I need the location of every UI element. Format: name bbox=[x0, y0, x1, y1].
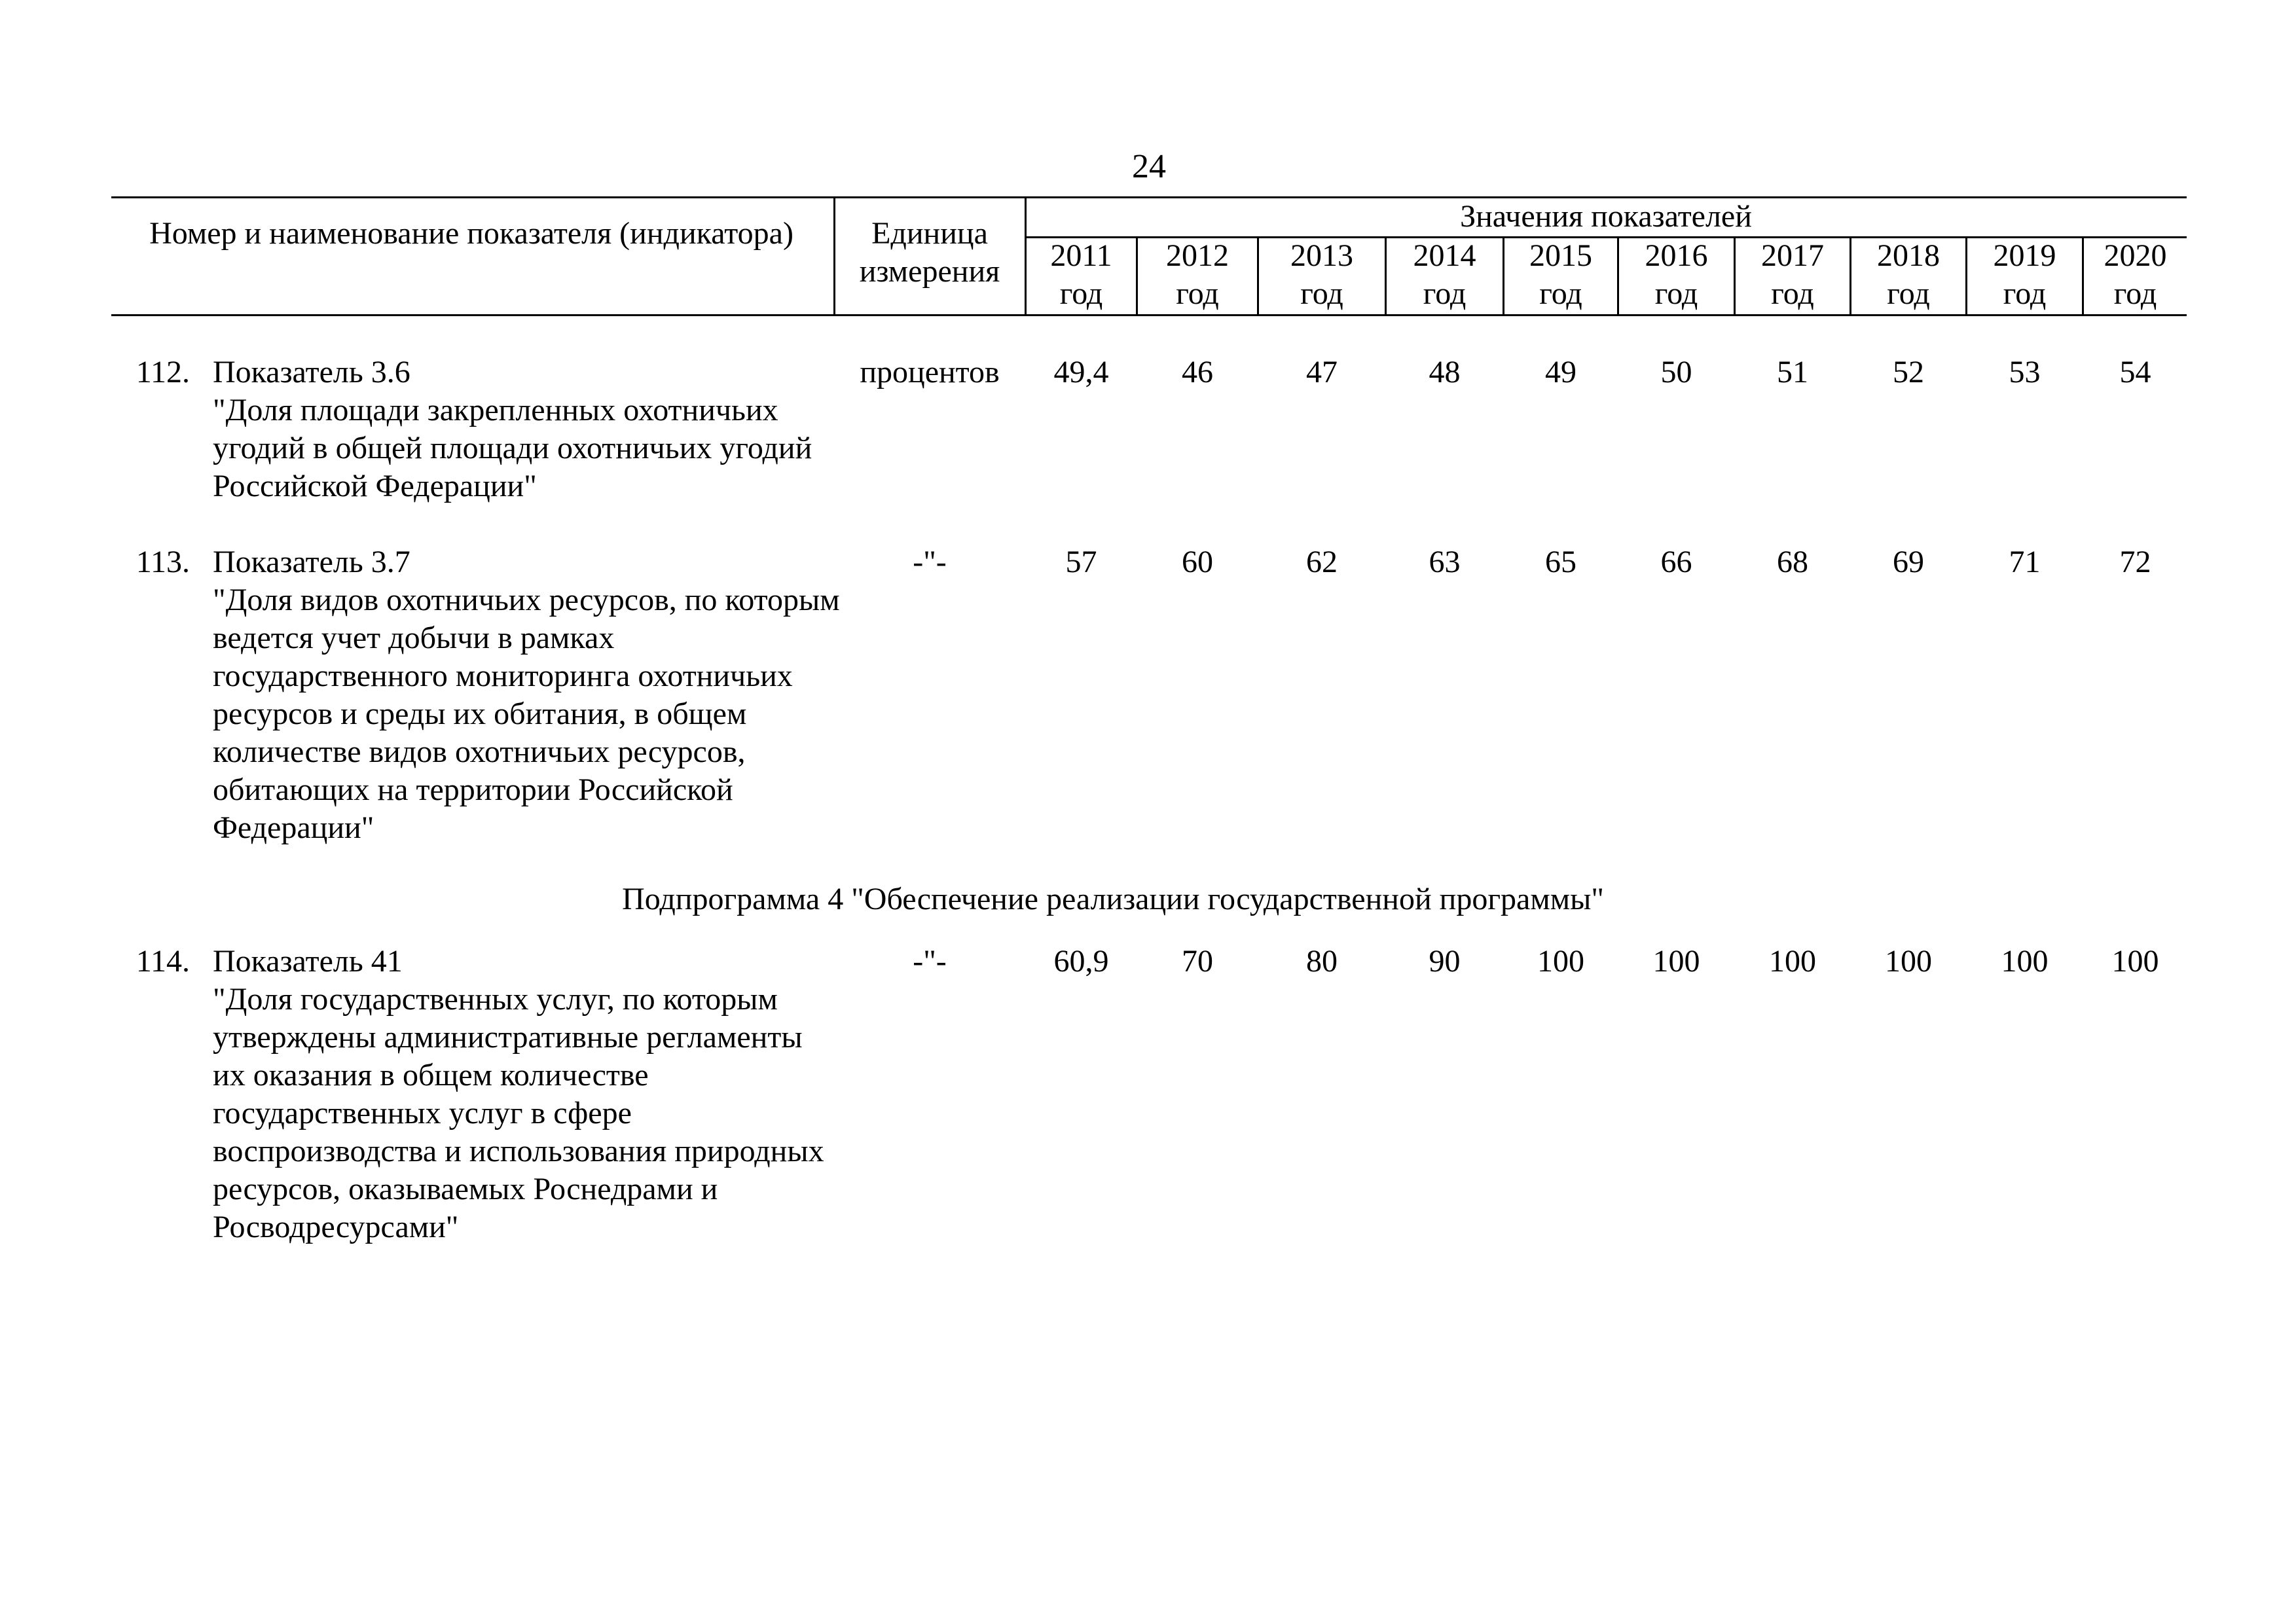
indicator-description bbox=[213, 943, 841, 1246]
header-unit-column: Единица измерения bbox=[859, 216, 1000, 289]
year-header bbox=[1736, 237, 1850, 313]
row-value: 100 bbox=[1769, 944, 1816, 979]
row-value: 49,4 bbox=[1053, 355, 1109, 389]
year-header bbox=[1619, 237, 1734, 313]
row-value: 49 bbox=[1545, 355, 1576, 389]
year-header-suffix: год bbox=[2113, 276, 2157, 311]
row-value: 71 bbox=[2009, 545, 2041, 579]
row-value: 57 bbox=[1065, 545, 1097, 579]
year-header-year: 2011 bbox=[1050, 238, 1112, 273]
indicator-description bbox=[213, 543, 841, 847]
row-value: 46 bbox=[1182, 355, 1213, 389]
year-header-suffix: год bbox=[1059, 276, 1103, 311]
row-value: 90 bbox=[1429, 944, 1461, 979]
year-header-suffix: год bbox=[1887, 276, 1930, 311]
year-header-year: 2020 bbox=[2104, 238, 2167, 273]
row-value: 68 bbox=[1777, 545, 1808, 579]
year-header-year: 2016 bbox=[1645, 238, 1708, 273]
year-header bbox=[1967, 237, 2082, 313]
year-header-suffix: год bbox=[1423, 276, 1467, 311]
indicator-title: Показатель 41 bbox=[213, 944, 403, 979]
indicator-title: Показатель 3.6 bbox=[213, 355, 410, 389]
year-header bbox=[2084, 237, 2187, 313]
row-value: 100 bbox=[1537, 944, 1584, 979]
row-value: 66 bbox=[1660, 545, 1692, 579]
year-header bbox=[1387, 237, 1503, 313]
row-value: 80 bbox=[1306, 944, 1338, 979]
row-value: 65 bbox=[1545, 545, 1576, 579]
indicator-text: "Доля площади закрепленных охотничьих угодий в общей площади охотничьих угодий Российской Федерации" bbox=[213, 393, 812, 503]
year-header bbox=[1851, 237, 1965, 313]
year-header-suffix: год bbox=[2003, 276, 2047, 311]
indicator-title: Показатель 3.7 bbox=[213, 545, 410, 579]
row-value: 50 bbox=[1660, 355, 1692, 389]
year-header bbox=[1504, 237, 1617, 313]
year-header-year: 2014 bbox=[1413, 238, 1476, 273]
row-value: 52 bbox=[1893, 355, 1924, 389]
row-unit: -"- bbox=[913, 944, 947, 979]
row-value: 100 bbox=[1885, 944, 1932, 979]
year-header bbox=[1027, 237, 1136, 313]
indicator-text: "Доля государственных услуг, по которым утверждены административные регламенты их оказания в общем количестве государственных услуг в сфере воспроизводства и использования природных ресурсов, оказываемых Роснедрами и Росводресурсами" bbox=[213, 982, 824, 1244]
row-value: 100 bbox=[1652, 944, 1700, 979]
year-header-suffix: год bbox=[1300, 276, 1343, 311]
year-header-year: 2012 bbox=[1166, 238, 1229, 273]
year-header-suffix: год bbox=[1771, 276, 1814, 311]
year-header-year: 2019 bbox=[1993, 238, 2056, 273]
year-header-year: 2018 bbox=[1877, 238, 1940, 273]
row-value: 60,9 bbox=[1053, 944, 1109, 979]
year-header-suffix: год bbox=[1539, 276, 1582, 311]
year-header-suffix: год bbox=[1654, 276, 1698, 311]
row-value: 70 bbox=[1182, 944, 1213, 979]
row-number: 113. bbox=[136, 545, 190, 579]
year-header-year: 2013 bbox=[1290, 238, 1353, 273]
row-value: 54 bbox=[2119, 355, 2151, 389]
year-header bbox=[1138, 237, 1257, 313]
indicator-text: "Доля видов охотничьих ресурсов, по которым ведется учет добычи в рамках государственного мониторинга охотничьих ресурсов и среды их обитания, в общем количестве видов охотничьих ресурсов, обитающих на территории Российской Федерации" bbox=[213, 583, 840, 845]
row-value: 100 bbox=[2001, 944, 2049, 979]
row-value: 48 bbox=[1429, 355, 1461, 389]
year-header bbox=[1259, 237, 1385, 313]
row-value: 51 bbox=[1777, 355, 1808, 389]
row-number: 112. bbox=[136, 355, 190, 389]
row-value: 60 bbox=[1182, 545, 1213, 579]
row-value: 69 bbox=[1893, 545, 1924, 579]
year-header-year: 2017 bbox=[1761, 238, 1824, 273]
page-number: 24 bbox=[1132, 148, 1166, 185]
indicator-description bbox=[213, 353, 841, 505]
row-number: 114. bbox=[136, 944, 190, 979]
row-value: 100 bbox=[2111, 944, 2159, 979]
year-header-suffix: год bbox=[1176, 276, 1219, 311]
header-values-group: Значения показателей bbox=[1460, 199, 1752, 234]
table-header-bottom-rule bbox=[111, 314, 2187, 316]
header-name-column: Номер и наименование показателя (индикатора) bbox=[149, 216, 793, 251]
row-value: 63 bbox=[1429, 545, 1461, 579]
row-unit: процентов bbox=[860, 355, 1000, 389]
row-value: 47 bbox=[1306, 355, 1338, 389]
row-unit: -"- bbox=[913, 545, 947, 579]
year-header-year: 2015 bbox=[1529, 238, 1592, 273]
subprogram-heading: Подпрограмма 4 "Обеспечение реализации государственной программы" bbox=[622, 882, 1604, 916]
row-value: 72 bbox=[2119, 545, 2151, 579]
row-value: 62 bbox=[1306, 545, 1338, 579]
row-value: 53 bbox=[2009, 355, 2041, 389]
